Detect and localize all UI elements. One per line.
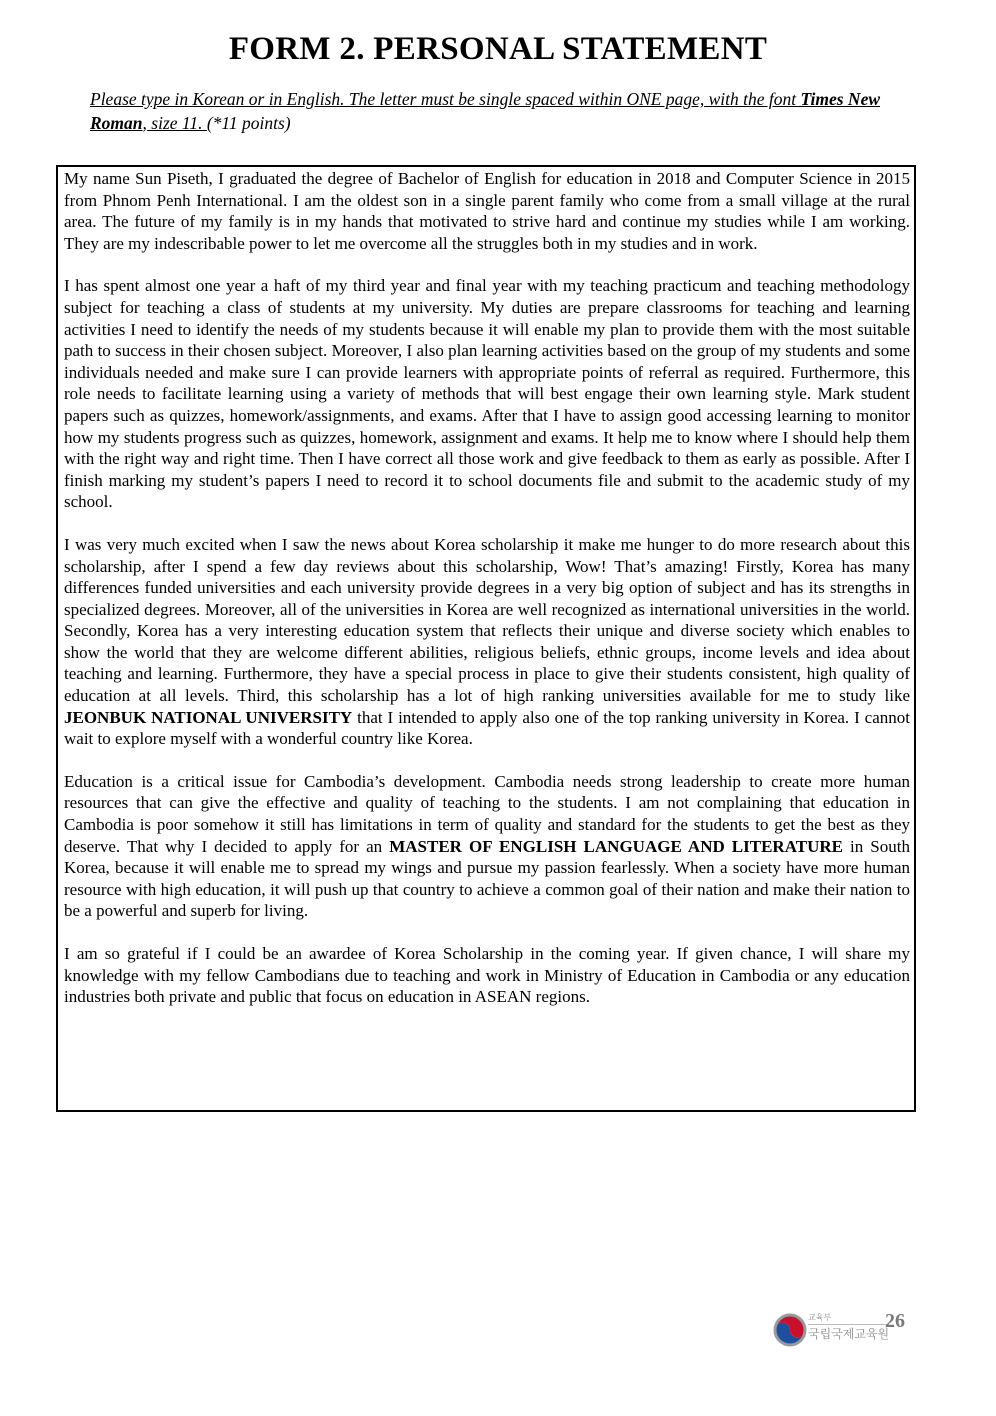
statement-paragraph-3	[64, 534, 910, 750]
instructions-font-name: Times New Roman	[90, 89, 881, 133]
taegeuk-logo-icon	[770, 1310, 810, 1350]
instructions-point-size: (*11 points)	[206, 113, 291, 133]
statement-box	[56, 165, 916, 1112]
page-title: FORM 2. PERSONAL STATEMENT	[228, 31, 768, 67]
paragraph-3-text-a: I was very much excited when I saw the news about Korea scholarship it make me hunger to do more research about this scholarship, after I spend a few day reviews about this scholarship, Wow! That’s amazing! Firstly, Korea has many differences funded universities and each university provide degrees in a very big option of subject and has its strengths in specialized degrees. Moreover, all of the universities in Korea are well recognized as international universities in the world. Secondly, Korea has a very interesting education system that reflects their unique and diverse society which enables to show the world that they are welcome different abilities, religious beliefs, ethnic groups, income levels and idea about teaching and learning. Furthermore, they have a special process in place to give their students consistent, high quality of education at all levels. Third, this scholarship has a lot of high ranking universities available for me to study like	[64, 534, 910, 706]
statement-paragraph-5: I am so grateful if I could be an awardee of Korea Scholarship in the coming year. If given chance, I will share my knowledge with my fellow Cambodians due to teaching and work in Ministry of Education in Cambodia or any education industries both private and public that focus on education in ASEAN regions.	[64, 944, 910, 1007]
paragraph-3-text-b: that I intended to apply also one of the top ranking university in Korea. I cannot wait to explore myself with a wonderful country like Korea.	[64, 707, 910, 749]
page-number: 26	[885, 1310, 905, 1332]
university-name: JEONBUK NATIONAL UNIVERSITY	[64, 707, 353, 727]
instructions-part2: , size 11.	[142, 113, 207, 133]
statement-paragraph-1: My name Sun Piseth, I graduated the degree of Bachelor of English for education in 2018 and Computer Science in 2015 from Phnom Penh International. I am the oldest son in a single parent family who come from a small village at the rural area. The future of my family is in my hands that motivated to strive hard and continue my studies while I am working. They are my indescribable power to let me overcome all the struggles both in my studies and in work.	[64, 169, 910, 253]
instructions-part1: Please type in Korean or in English. The letter must be single spaced within ONE page, with the font	[90, 89, 801, 109]
form-instructions	[90, 87, 905, 135]
statement-paragraph-2: I has spent almost one year a haft of my third year and final year with my teaching practicum and teaching methodology subject for teaching a class of students at my university. My duties are prepare classrooms for teaching and learning activities I need to identify the needs of my students because it will enable my plan to provide them with the most suitable path to success in their chosen subject. Moreover, I also plan learning activities based on the group of my students and some individuals needed and make sure I can provide learners with appropriate points of referral as required. Furthermore, this role needs to facilitate learning using a variety of methods that will best engage their own learning style. Mark student papers such as quizzes, homework/assignments, and exams. After that I have to assign good accessing learning to monitor how my students progress such as quizzes, homework, assignment and exams. It help me to know where I should help them with the right way and right time. Then I have correct all those work and give feedback to them as early as possible. After I finish marking my student’s papers I need to record it to school documents file and submit to the academic study of my school.	[64, 276, 910, 512]
program-name: MASTER OF ENGLISH LANGUAGE AND LITERATURE	[389, 836, 843, 856]
paragraph-4-text-b: in South Korea, because it will enable me to spread my wings and pursue my passion fearlessly. When a society have more human resource with high education, it will push up that country to achieve a common goal of their nation and make their nation to be a powerful and superb for living.	[64, 836, 910, 921]
agency-name	[808, 1313, 889, 1342]
ministry-name: 교육부	[808, 1313, 832, 1322]
paragraph-4-text-a: Education is a critical issue for Cambodia’s development. Cambodia needs strong leadership to create more human resources that can give the effective and quality of teaching to the students. I am not complaining that education in Cambodia is poor somehow it still has limitations in term of quality and standard for the students to get the best as they deserve. That why I decided to apply for an	[64, 771, 910, 856]
institute-name: 국립국제교육원	[808, 1324, 889, 1342]
statement-paragraph-4	[64, 771, 910, 922]
